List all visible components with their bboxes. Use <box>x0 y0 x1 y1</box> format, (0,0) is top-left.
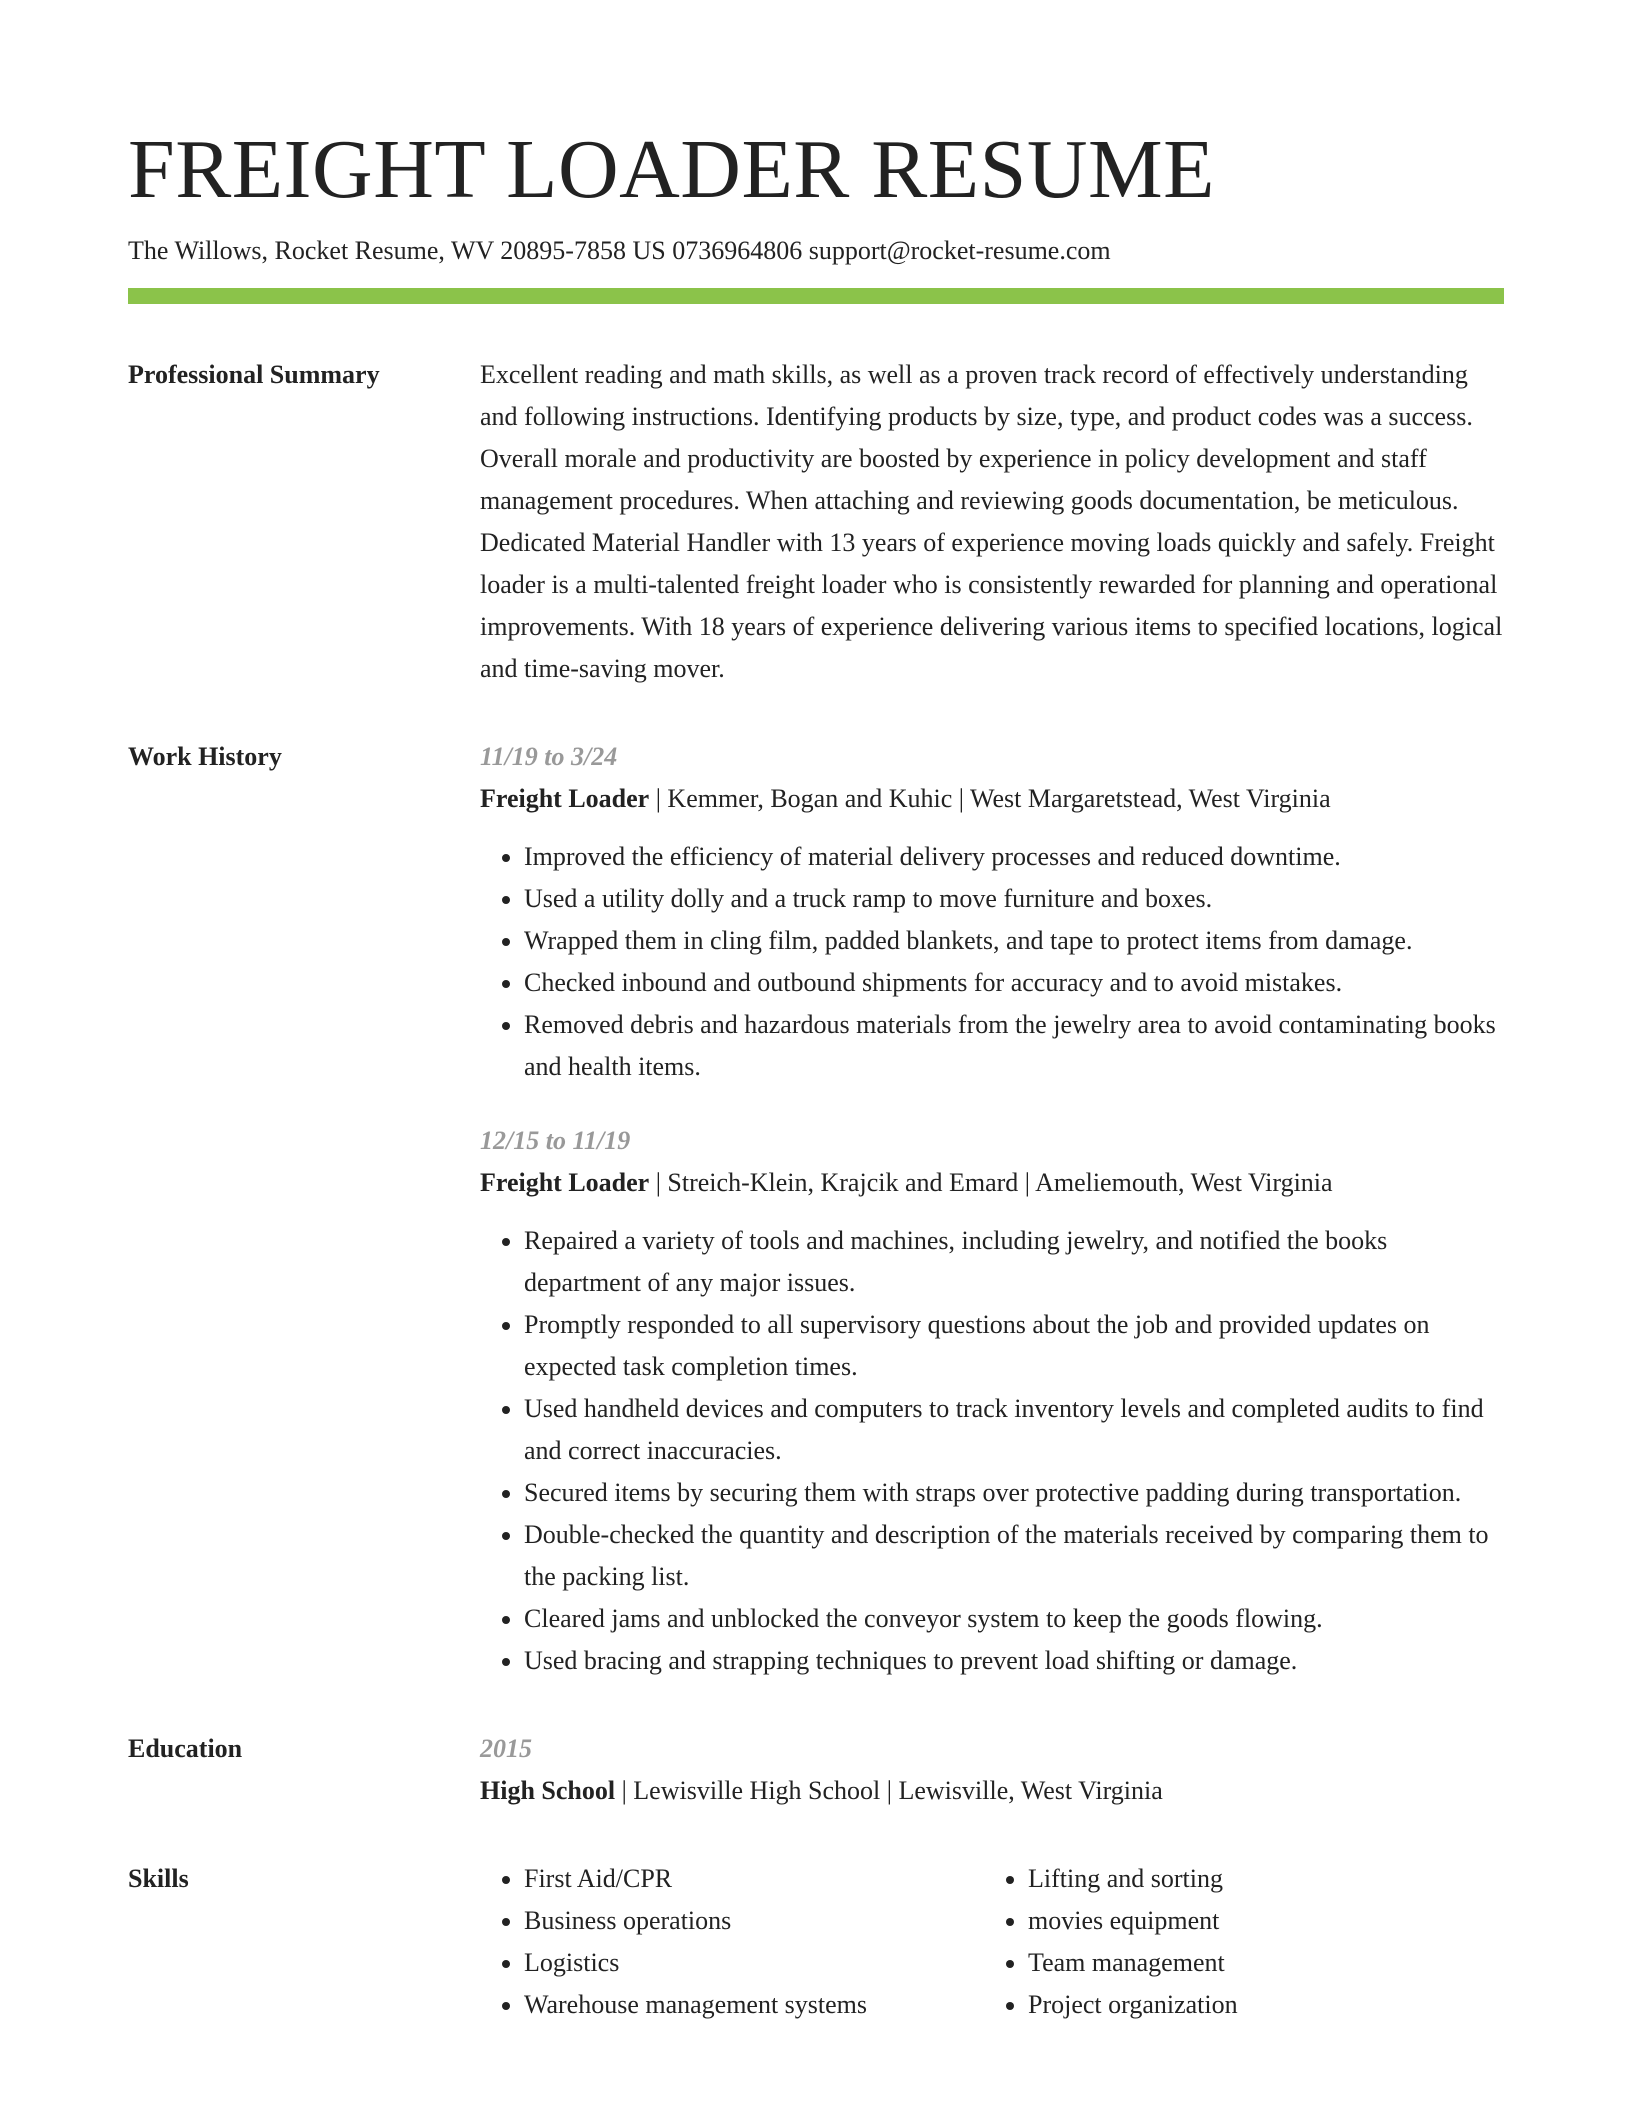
section-label-work-history: Work History <box>128 742 282 771</box>
section-label-skills: Skills <box>128 1864 189 1893</box>
skill-item: • Logistics <box>524 1942 984 1984</box>
skill-item: • Business operations <box>524 1900 984 1942</box>
job-heading <box>480 1162 1504 1204</box>
job-heading <box>480 778 1504 820</box>
job-employer: | Kemmer, Bogan and Kuhic | West Margaretstead, West Virginia <box>649 784 1331 813</box>
skill-item: • Lifting and sorting <box>1028 1858 1504 1900</box>
summary-text: Excellent reading and math skills, as well as a proven track record of effectively understanding and following instructions. Identifying products by size, type, and product codes was a success. Overall morale and productivity are boosted by experience in policy development and staff management procedures. When attaching and reviewing goods documentation, be meticulous. Dedicated Material Handler with 13 years of experience moving loads quickly and safely. Freight loader is a multi-talented freight loader who is consistently rewarded for planning and operational improvements. With 18 years of experience delivering various items to specified locations, logical and time-saving mover. <box>480 360 1503 683</box>
education-year: 2015 <box>480 1734 532 1763</box>
education-school: | Lewisville High School | Lewisville, West Virginia <box>615 1776 1163 1805</box>
job-entry <box>480 1120 1504 1682</box>
job-bullets <box>480 836 1504 1088</box>
education-section <box>128 1728 1504 1812</box>
job-bullets <box>480 1220 1504 1682</box>
section-label-summary: Professional Summary <box>128 360 380 389</box>
work-history-section <box>128 736 1504 1682</box>
job-title: Freight Loader <box>480 784 650 813</box>
skills-list-right <box>984 1858 1504 2026</box>
job-dates: 12/15 to 11/19 <box>480 1126 631 1155</box>
job-bullet: • Checked inbound and outbound shipments for accuracy and to avoid mistakes. <box>524 962 1504 1004</box>
job-dates: 11/19 to 3/24 <box>480 742 618 771</box>
section-label-education: Education <box>128 1734 243 1763</box>
skill-item: • First Aid/CPR <box>524 1858 984 1900</box>
skills-section <box>128 1858 1504 2026</box>
skills-columns <box>480 1858 1504 2026</box>
education-heading <box>480 1770 1504 1812</box>
skills-list-left <box>480 1858 984 2026</box>
job-bullet: • Wrapped them in cling film, padded blankets, and tape to protect items from damage. <box>524 920 1504 962</box>
job-bullet: • Double-checked the quantity and description of the materials received by comparing them to the packing list. <box>524 1514 1504 1598</box>
contact-line: The Willows, Rocket Resume, WV 20895-7858 US 0736964806 support@rocket-resume.com <box>128 236 1111 265</box>
job-employer: | Streich-Klein, Krajcik and Emard | Ameliemouth, West Virginia <box>649 1168 1333 1197</box>
job-title: Freight Loader <box>480 1168 650 1197</box>
accent-divider <box>128 288 1504 304</box>
job-bullet: • Improved the efficiency of material delivery processes and reduced downtime. <box>524 836 1504 878</box>
resume-title: FREIGHT LOADER RESUME <box>128 123 1215 216</box>
job-bullet: • Cleared jams and unblocked the conveyor system to keep the goods flowing. <box>524 1598 1504 1640</box>
skill-item: • Project organization <box>1028 1984 1504 2026</box>
job-bullet: • Used a utility dolly and a truck ramp to move furniture and boxes. <box>524 878 1504 920</box>
job-bullet: • Repaired a variety of tools and machines, including jewelry, and notified the books department of any major issues. <box>524 1220 1504 1304</box>
summary-section <box>128 354 1504 690</box>
skill-item: • movies equipment <box>1028 1900 1504 1942</box>
skill-item: • Team management <box>1028 1942 1504 1984</box>
resume-page <box>128 0 1504 2026</box>
job-entry <box>480 736 1504 1088</box>
job-bullet: • Removed debris and hazardous materials from the jewelry area to avoid contaminating books and health items. <box>524 1004 1504 1088</box>
job-bullet: • Used handheld devices and computers to track inventory levels and completed audits to find and correct inaccuracies. <box>524 1388 1504 1472</box>
skill-item: • Warehouse management systems <box>524 1984 984 2026</box>
job-bullet: • Promptly responded to all supervisory questions about the job and provided updates on expected task completion times. <box>524 1304 1504 1388</box>
education-degree: High School <box>480 1776 616 1805</box>
job-bullet: • Secured items by securing them with straps over protective padding during transportation. <box>524 1472 1504 1514</box>
job-bullet: • Used bracing and strapping techniques to prevent load shifting or damage. <box>524 1640 1504 1682</box>
